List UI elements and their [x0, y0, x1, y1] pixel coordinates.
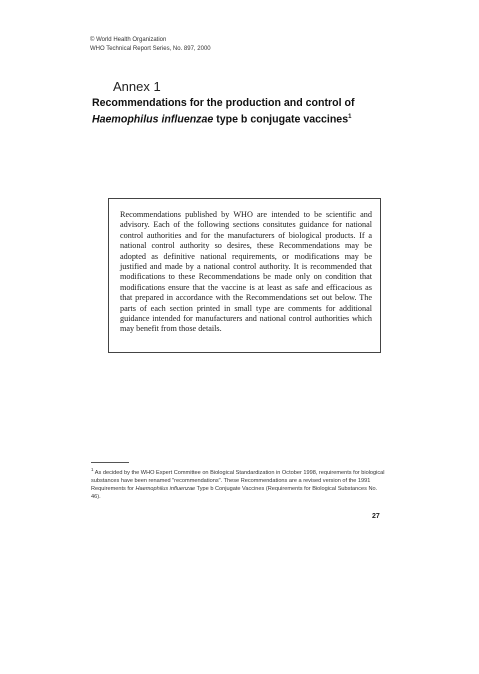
- footnote-italic: Haemophilus influenzae: [135, 485, 196, 492]
- title-italic-part: Haemophilus influenzae: [92, 113, 214, 126]
- page-header: [90, 36, 211, 54]
- title-footnote-marker: 1: [348, 114, 352, 120]
- title-rest: type b conjugate vaccines: [213, 113, 349, 126]
- copyright-line: © World Health Organization: [90, 37, 167, 43]
- guidance-text: Recommendations published by WHO are intended to be scientific and advisory. Each of the following sections consitutes guidance for national control authorities and for the manufacturers of biological products. If a national control authority so desires, these Recommendations may be adopted as definitive national requirements, or modifications may be justified and made by a national control authority. It is recommended that modifications to these Recommendations be made only on condition that modifications ensure that the vaccine is at least as safe and efficacious as that prepared in accordance with the Recommendations set out below. The parts of each section printed in small type are comments for additional guidance intended for manufacturers and national control authorities which may benefit from those details.: [120, 210, 372, 334]
- footnote-text-before: As decided by the WHO Expert Committee on Biological Standardization in October 1998, requirements for biological substances have been renamed "recommendations". These Recommendations are a revised version of the 1991 Requirements for: [91, 469, 385, 492]
- footnote-text-after: Type b Conjugate Vaccines (Requirements for Biological Substances No. 46).: [91, 485, 378, 500]
- series-line: WHO Technical Report Series, No. 897, 2000: [90, 46, 211, 52]
- footnote-marker: 1: [91, 467, 94, 472]
- title-line-1: Recommendations for the production and control of: [92, 97, 355, 109]
- document-title: [92, 96, 392, 127]
- page-number: 27: [372, 513, 380, 520]
- title-line-2: [92, 110, 392, 127]
- annex-label: Annex 1: [113, 79, 161, 94]
- footnote-divider: [91, 462, 129, 463]
- footnote: [91, 466, 386, 501]
